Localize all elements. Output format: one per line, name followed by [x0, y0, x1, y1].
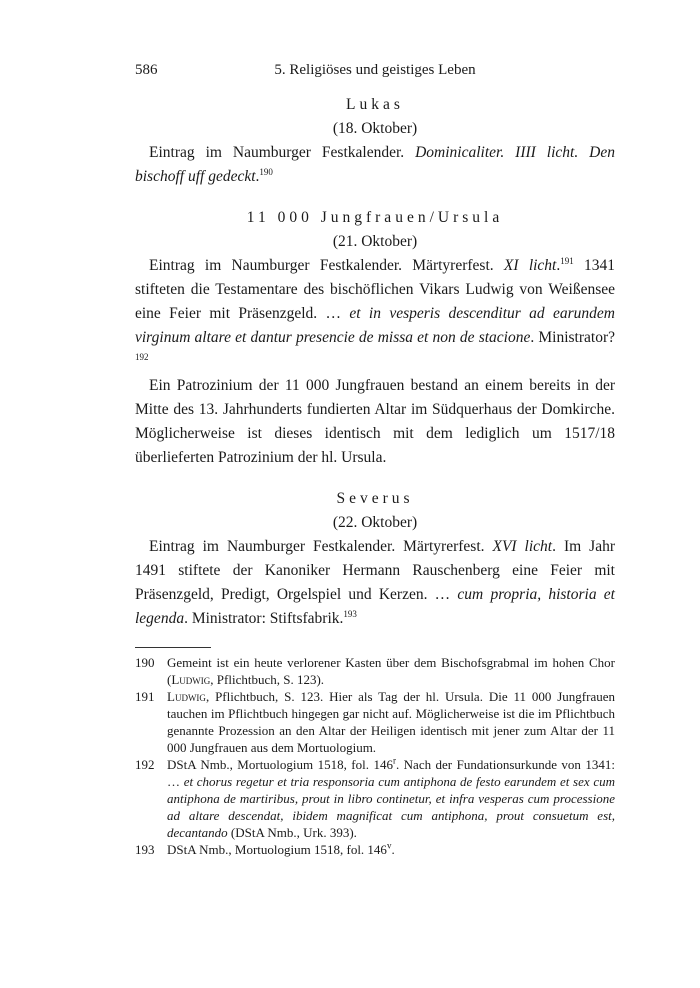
paragraph-severus: [135, 535, 615, 631]
footnote-190: [135, 654, 615, 688]
footnotes: [135, 654, 615, 858]
section-heading-severus: Severus: [336, 490, 414, 507]
page-header: [135, 62, 615, 84]
main-text: [135, 93, 615, 631]
footnote-text: [167, 756, 615, 841]
footnote-text: [167, 688, 615, 756]
text-span: . Ministrator: Stiftsfabrik.: [184, 610, 344, 627]
footnote-divider: [135, 647, 211, 648]
paragraph-ursula-1: [135, 254, 615, 374]
footnote-number: 191: [135, 689, 155, 704]
text-span: .: [391, 842, 395, 857]
section-heading-ursula: 11 000 Jungfrauen/Ursula: [246, 209, 504, 226]
section-date-lukas: (18. Oktober): [332, 120, 418, 137]
footnote-text: [167, 654, 615, 688]
section-date-ursula: (21. Oktober): [332, 233, 418, 250]
footnote-number: 192: [135, 757, 155, 772]
text-span: , Pflichtbuch, S. 123).: [210, 672, 325, 687]
text-span: DStA Nmb., Mortuologium 1518, fol. 146: [167, 757, 393, 772]
footnote-192: [135, 756, 615, 841]
latin-quote: XI licht: [503, 257, 557, 274]
text-span: . Nach der Fundationsurkunde von 1341: …: [167, 757, 615, 789]
latin-quote: cum propria, historia et legenda: [135, 586, 615, 627]
footnote-191: [135, 688, 615, 756]
folio-side: r: [392, 755, 396, 766]
footnote-ref[interactable]: 192: [135, 351, 149, 362]
latin-quote: Dominicaliter. IIII licht. Den bischoff uff gedeckt: [135, 144, 615, 185]
author-name: Ludwig: [167, 689, 206, 704]
text-span: (DStA Nmb., Urk. 393).: [227, 825, 357, 840]
text-span: Eintrag im Naumburger Festkalender. Märtyrerfest.: [149, 257, 504, 274]
paragraph-lukas: [135, 141, 615, 189]
text-span: DStA Nmb., Mortuologium 1518, fol. 146: [167, 842, 387, 857]
running-title: 5. Religiöses und geistiges Leben: [274, 62, 476, 78]
footnote-text: [167, 841, 615, 858]
text-span: Gemeint ist ein heute verlorener Kasten über dem Bischofsgrabmal im hohen Chor (: [167, 655, 615, 687]
text-span: .: [556, 257, 561, 274]
author-name: Ludwig: [171, 672, 211, 687]
section-date-severus: (22. Oktober): [332, 514, 418, 531]
section-heading-lukas: Lukas: [346, 96, 404, 113]
footnote-ref[interactable]: 193: [343, 608, 357, 619]
footnote-number: 193: [135, 842, 155, 857]
folio-side: v: [386, 840, 392, 851]
paragraph-ursula-2: Ein Patrozinium der 11 000 Jungfrauen bestand an einem bereits in der Mitte des 13. Jahrhunderts fundierten Altar im Südquerhaus der Domkirche. Möglicherweise ist dieses identisch mit dem lediglich um 1517/18 überlieferten Patrozinium der hl. Ursula.: [135, 377, 615, 466]
text-span: . Im Jahr 1491 stiftete der Kanoniker Hermann Rauschenberg eine Feier mit Präsenzgeld, Predigt, Orgelspiel und Kerzen. …: [135, 538, 615, 603]
latin-quote: XVI licht: [492, 538, 553, 555]
latin-quote: et chorus regetur et tria responsoria cum antiphona de festo earundem et sex cum antiphona de martiribus, prout in libro continetur, et infra vesperas cum processione ad altare descendat, ibidem magnificat cum antiphona, prout consuetum est, decantando: [167, 774, 615, 840]
latin-quote: et in vesperis descenditur ad earundem virginum altare et dantur presencie de missa et non de stacione: [135, 305, 615, 346]
text-span: , Pflichtbuch, S. 123. Hier als Tag der hl. Ursula. Die 11 000 Jungfrauen tauchen im Pflichtbuch hingegen gar nicht auf. Möglicherweise ist die im Pflichtbuch genannte Prozession an den Altar der Heiligen identisch mit jener zum Altar der 11 000 Jungfrauen aus dem Mortuologium.: [167, 689, 615, 755]
footnote-ref[interactable]: 191: [560, 255, 574, 266]
footnote-number: 190: [135, 655, 155, 670]
text-span: .: [255, 168, 260, 185]
page-number: 586: [135, 62, 158, 78]
footnote-ref[interactable]: 190: [259, 166, 273, 177]
text-span: . Ministrator?: [530, 329, 616, 346]
text-span: Eintrag im Naumburger Festkalender. Märtyrerfest.: [149, 538, 493, 555]
text-span: 1341 stifteten die Testamentare des bischöflichen Vikars Ludwig von Weißensee eine Feier mit Präsenzgeld. …: [135, 257, 616, 322]
text-span: Eintrag im Naumburger Festkalender.: [149, 144, 416, 161]
footnote-193: [135, 841, 615, 858]
